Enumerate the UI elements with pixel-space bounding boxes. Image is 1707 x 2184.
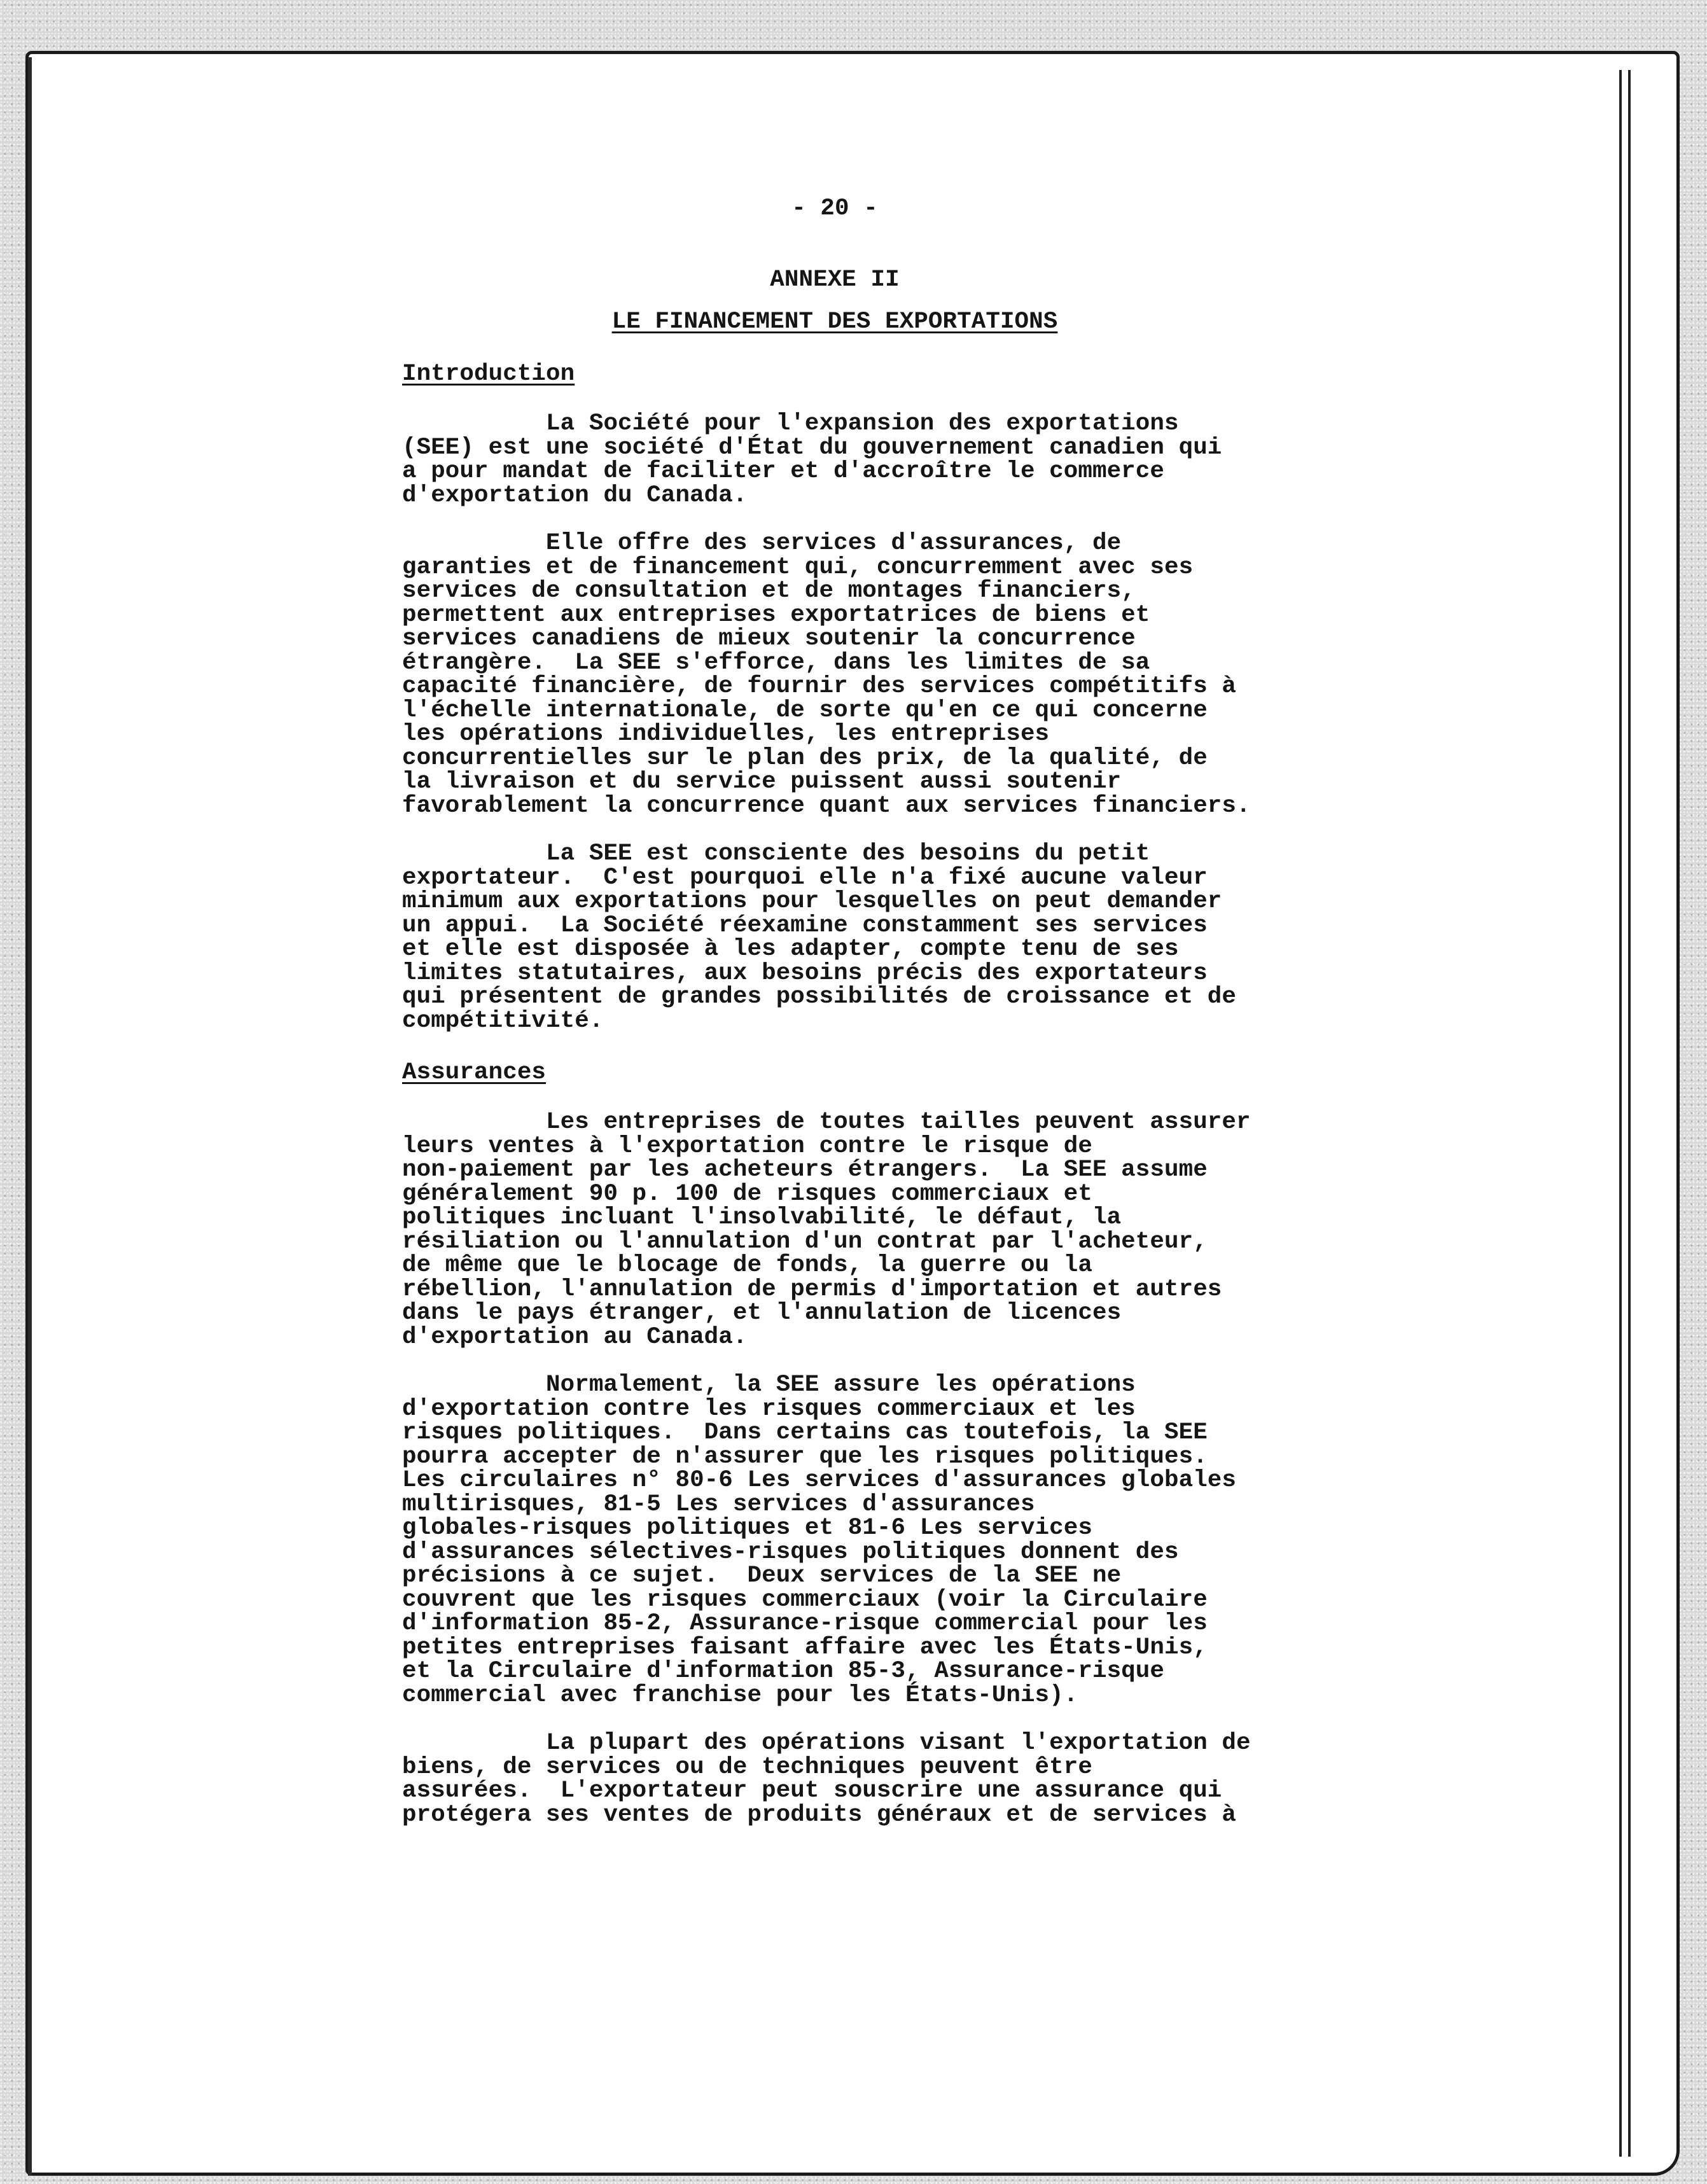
paragraph: Normalement, la SEE assure les opérations d'exportation contre les risques commerciaux et les risques politiques. Dans certains cas toutefois, la SEE pourra accepter de n'assurer que les risques politiques. Les circulaires n° 80-6 Les services d'assurances globales multirisques, 81-5 Les services d'assurances globales-risques politiques et 81-6 Les services d'assurances sélectives-risques politiques donnent des précisions à ce sujet. Deux services de la SEE ne couvrent que les risques commerciaux (voir la Circulaire d'information 85-2, Assurance-risque commercial pour les petites entreprises faisant affaire avec les États-Unis, et la Circulaire d'information 85-3, Assurance-risque commercial avec franchise pour les États-Unis). — [402, 1372, 1237, 1709]
page-right-edge — [1619, 70, 1631, 2157]
annex-label: ANNEXE II — [770, 267, 900, 293]
document-title-text: LE FINANCEMENT DES EXPORTATIONS — [611, 309, 1058, 335]
document-content — [402, 197, 1267, 1827]
paragraph: La plupart des opérations visant l'exportation de biens, de services ou de techniques peuvent être assurées. L'exportateur peut souscrire une assurance qui protégera ses ventes de produits généraux et de services à — [402, 1730, 1251, 1828]
page-number: - 20 - — [791, 195, 878, 222]
paragraph: Elle offre des services d'assurances, de garanties et de financement qui, concurremment avec ses services de consultation et de montages financiers, permettent aux entreprises exportatrices de biens et services canadiens de mieux soutenir la concurrence étrangère. La SEE s'efforce, dans les limites de sa capacité financière, de fournir des services compétitifs à l'échelle internationale, de sorte qu'en ce qui concerne les opérations individuelles, les entreprises concurrentielles sur le plan des prix, de la qualité, de la livraison et du service puissent aussi soutenir favorablement la concurrence quant aux services financiers. — [402, 530, 1251, 819]
document-title — [402, 310, 1267, 338]
paragraph: La Société pour l'expansion des exportations (SEE) est une société d'État du gouvernement canadien qui a pour mandat de faciliter et d'accroître le commerce d'exportation du Canada. — [402, 410, 1222, 509]
page-left-edge — [28, 57, 32, 2176]
section-heading-text: Introduction — [402, 361, 575, 387]
section-heading-introduction — [402, 363, 1267, 391]
paragraph: Les entreprises de toutes tailles peuvent assurer leurs ventes à l'exportation contre le risque de non-paiement par les acheteurs étrangers. La SEE assume généralement 90 p. 100 de risques commerciaux et politiques incluant l'insolvabilité, le défaut, la résiliation ou l'annulation d'un contrat par l'acheteur, de même que le blocage de fonds, la guerre ou la rébellion, l'annulation de permis d'importation et autres dans le pays étranger, et l'annulation de licences d'exportation au Canada. — [402, 1109, 1251, 1351]
paragraph: La SEE est consciente des besoins du petit exportateur. C'est pourquoi elle n'a fixé aucune valeur minimum aux exportations pour lesquelles on peut demander un appui. La Société réexamine constamment ses services et elle est disposée à les adapter, compte tenu de ses limites statutaires, aux besoins précis des exportateurs qui présentent de grandes possibilités de croissance et de compétitivité. — [402, 840, 1237, 1034]
section-heading-assurances — [402, 1061, 1267, 1089]
section-heading-text: Assurances — [402, 1059, 547, 1086]
